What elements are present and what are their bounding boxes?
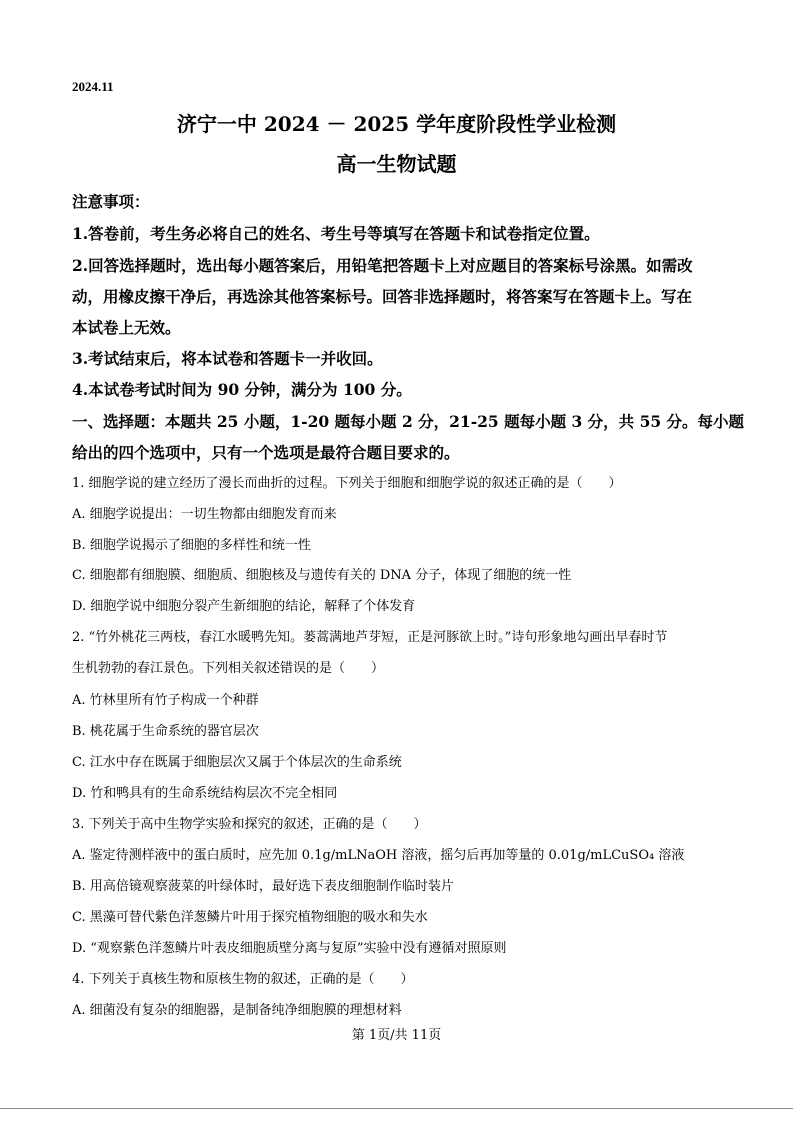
question-option: A. 鉴定待测样液中的蛋白质时，应先加 0.1g/mLNaOH 溶液，摇匀后再加等量的 0.01g/mLCuSO₄ 溶液	[72, 848, 685, 863]
question-option: A. 细胞学说提出：一切生物都由细胞发育而来	[72, 507, 337, 522]
question-option: C. 黑藻可替代紫色洋葱鳞片叶用于探究植物细胞的吸水和失水	[72, 910, 428, 925]
notes-line: 3.考试结束后，将本试卷和答题卡一并收回。	[72, 349, 383, 368]
question-stem: 生机勃勃的春江景色。下列相关叙述错误的是（ ）	[72, 661, 385, 676]
question-option: B. 细胞学说揭示了细胞的多样性和统一性	[72, 538, 311, 553]
notes-line: 1.答卷前，考生务必将自己的姓名、考生号等填写在答题卡和试卷指定位置。	[72, 224, 600, 243]
section-heading: 给出的四个选项中，只有一个选项是最符合题目要求的。	[72, 443, 460, 462]
question-option: C. 细胞都有细胞膜、细胞质、细胞核及与遗传有关的 DNA 分子，体现了细胞的统一性	[72, 568, 572, 583]
notes-line: 4.本试卷考试时间为 90 分钟，满分为 100 分。	[72, 380, 412, 399]
question-option: B. 桃花属于生命系统的器官层次	[72, 724, 259, 739]
question-stem: 4. 下列关于真核生物和原核生物的叙述，正确的是（ ）	[72, 972, 414, 987]
exam-subtitle: 高一生物试题	[336, 152, 457, 176]
bottom-divider	[0, 1108, 793, 1109]
exam-date: 2024.11	[72, 79, 114, 94]
notes-line: 动，用橡皮擦干净后，再选涂其他答案标号。回答非选择题时，将答案写在答题卡上。写在	[72, 287, 693, 306]
question-option: A. 细菌没有复杂的细胞器，是制备纯净细胞膜的理想材料	[72, 1003, 402, 1018]
section-heading: 一、选择题：本题共 25 小题，1-20 题每小题 2 分，21-25 题每小题 3 分，共 55 分。每小题	[72, 412, 745, 431]
notes-heading: 注意事项：	[72, 192, 150, 211]
question-stem: 2. “竹外桃花三两枝，春江水暖鸭先知。蒌蒿满地芦芽短，正是河豚欲上时。”诗句形象地勾画出早春时节	[72, 630, 668, 645]
question-option: B. 用高倍镜观察菠菜的叶绿体时，最好选下表皮细胞制作临时装片	[72, 879, 454, 894]
notes-line: 2.回答选择题时，选出每小题答案后，用铅笔把答题卡上对应题目的答案标号涂黑。如需改	[72, 256, 693, 275]
question-option: D. “观察紫色洋葱鳞片叶表皮细胞质壁分离与复原”实验中没有遵循对照原则	[72, 941, 507, 956]
question-option: A. 竹林里所有竹子构成一个种群	[72, 693, 259, 708]
page-footer: 第 1页/共 11页	[351, 1028, 442, 1043]
question-option: D. 竹和鸭具有的生命系统结构层次不完全相同	[72, 786, 338, 801]
question-option: D. 细胞学说中细胞分裂产生新细胞的结论，解释了个体发育	[72, 599, 416, 614]
question-option: C. 江水中存在既属于细胞层次又属于个体层次的生命系统	[72, 755, 402, 770]
question-stem: 3. 下列关于高中生物学实验和探究的叙述，正确的是（ ）	[72, 817, 427, 832]
exam-title: 济宁一中 2024 － 2025 学年度阶段性学业检测	[176, 112, 617, 136]
question-stem: 1. 细胞学说的建立经历了漫长而曲折的过程。下列关于细胞和细胞学说的叙述正确的是（ ）	[72, 476, 622, 491]
notes-line: 本试卷上无效。	[72, 318, 181, 337]
